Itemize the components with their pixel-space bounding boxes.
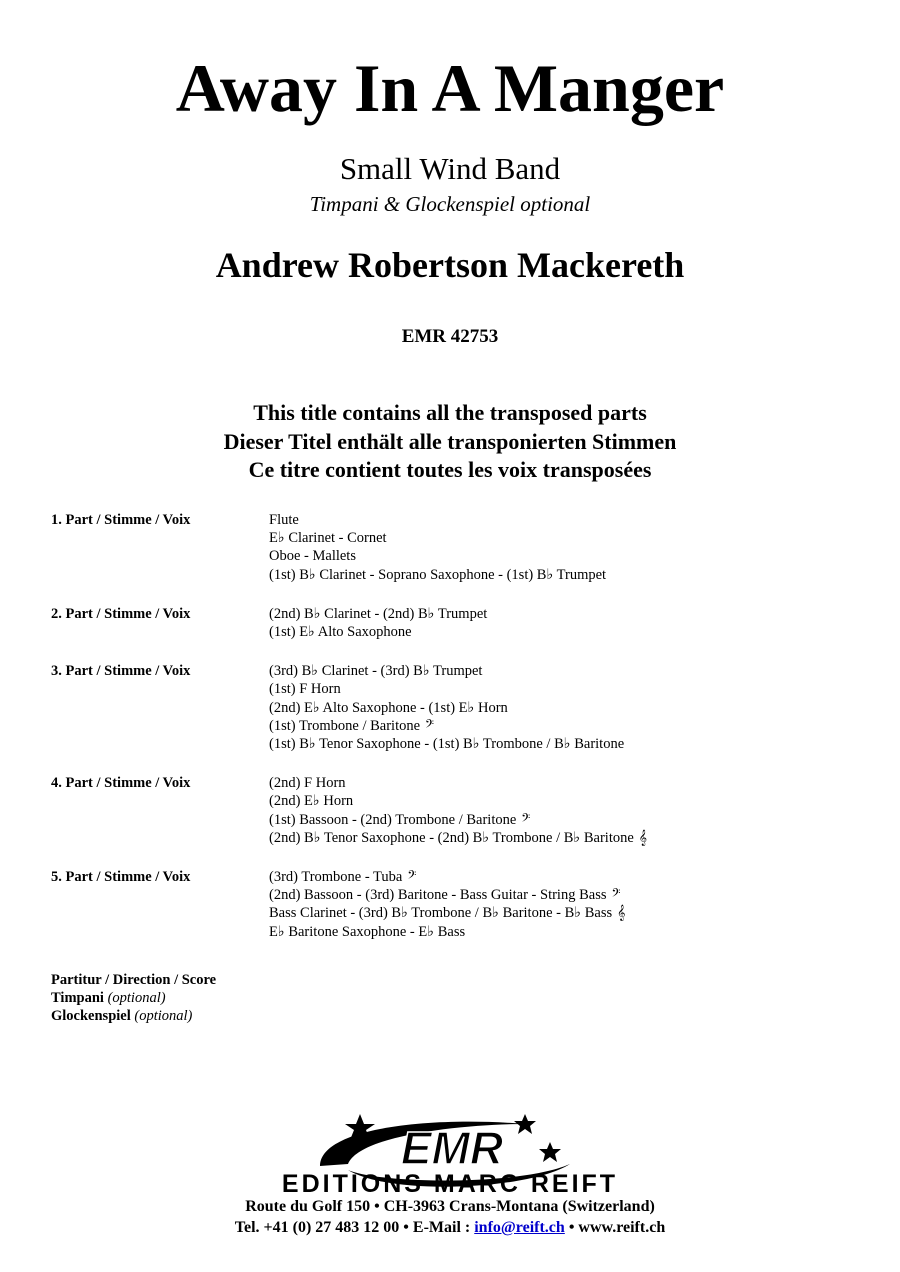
instrument-line xyxy=(269,662,900,680)
extra-part-note: (optional) xyxy=(107,990,166,1007)
instrument-line xyxy=(269,717,900,735)
instrument-text: (1st) E♭ Alto Saxophone xyxy=(269,624,412,641)
instrument-text: (2nd) E♭ Alto Saxophone - (1st) E♭ Horn xyxy=(269,699,508,716)
part-group-5 xyxy=(0,868,900,941)
instrument-line xyxy=(269,547,900,565)
instrument-text: (1st) F Horn xyxy=(269,681,341,698)
instrument-line xyxy=(269,792,900,810)
instrument-line xyxy=(269,511,900,529)
extra-part-glockenspiel xyxy=(51,1007,216,1025)
notice-english: This title contains all the transposed parts xyxy=(253,400,647,425)
page-title: Away In A Manger xyxy=(175,50,725,126)
catalog-code: EMR 42753 xyxy=(401,326,499,347)
extra-part-note: (optional) xyxy=(134,1008,193,1025)
ensemble-subtitle: Small Wind Band xyxy=(339,151,561,186)
instrument-text: (1st) Bassoon - (2nd) Trombone / Baritone xyxy=(269,811,517,828)
bass-clef-icon: 𝄢 xyxy=(611,887,621,904)
instrument-text: (3rd) B♭ Clarinet - (3rd) B♭ Trumpet xyxy=(269,663,483,680)
star-icon xyxy=(539,1142,561,1162)
part-instrument-list xyxy=(269,511,900,584)
logo-lettering: EMR xyxy=(400,1122,504,1174)
extra-part-score xyxy=(51,971,216,989)
contact-website: • www.reift.ch xyxy=(564,1219,666,1236)
bass-clef-icon: 𝄢 xyxy=(425,717,435,734)
transposition-notice xyxy=(0,399,900,485)
instrument-line xyxy=(269,529,900,547)
publisher-address: Route du Golf 150 • CH-3963 Crans-Montana (Switzerland) xyxy=(245,1198,655,1215)
instrument-text: Bass Clarinet - (3rd) B♭ Trombone / B♭ Baritone - B♭ Bass xyxy=(269,905,613,922)
instrument-line xyxy=(269,680,900,698)
instrument-line xyxy=(269,904,900,922)
notice-french: Ce titre contient toutes les voix transposées xyxy=(248,457,652,482)
bass-clef-icon: 𝄢 xyxy=(407,869,417,886)
part-group-4 xyxy=(0,774,900,847)
instrument-text: (2nd) B♭ Tenor Saxophone - (2nd) B♭ Trombone / B♭ Baritone xyxy=(269,829,634,846)
instrument-line xyxy=(269,829,900,847)
instrument-line xyxy=(269,605,900,623)
instrument-text: (2nd) Bassoon - (3rd) Baritone - Bass Guitar - String Bass xyxy=(269,887,607,904)
part-group-3 xyxy=(0,662,900,753)
contact-phone: Tel. +41 (0) 27 483 12 00 • E-Mail : xyxy=(234,1219,475,1236)
extra-part-label: Glockenspiel xyxy=(51,1008,131,1025)
instrumentation-note: Timpani & Glockenspiel optional xyxy=(309,192,591,216)
extra-parts xyxy=(51,971,216,1026)
part-group-2 xyxy=(0,605,900,641)
part-label: 5. Part / Stimme / Voix xyxy=(51,869,191,886)
instrument-text: E♭ Clarinet - Cornet xyxy=(269,530,387,547)
part-instrument-list xyxy=(269,774,900,847)
parts-list xyxy=(0,511,900,941)
instrument-line xyxy=(269,868,900,886)
instrument-text: (1st) B♭ Tenor Saxophone - (1st) B♭ Trombone / B♭ Baritone xyxy=(269,736,625,753)
instrument-text: Flute xyxy=(269,512,299,528)
instrument-text: (2nd) B♭ Clarinet - (2nd) B♭ Trumpet xyxy=(269,605,488,622)
composer-name: Andrew Robertson Mackereth xyxy=(215,245,685,285)
instrument-text: (1st) B♭ Clarinet - Soprano Saxophone - (1st) B♭ Trumpet xyxy=(269,566,607,583)
bass-clef-icon: 𝄢 xyxy=(521,811,531,828)
treble-clef-icon: 𝄞 xyxy=(617,905,626,922)
extra-part-label: Partitur / Direction / Score xyxy=(51,972,217,988)
instrument-text: E♭ Baritone Saxophone - E♭ Bass xyxy=(269,923,466,940)
email-link[interactable]: info@reift.ch xyxy=(474,1219,565,1236)
instrument-line xyxy=(269,735,900,753)
instrument-text: Oboe - Mallets xyxy=(269,548,356,565)
treble-clef-icon: 𝄞 xyxy=(638,829,648,846)
instrument-text: (2nd) F Horn xyxy=(269,775,346,792)
publisher-contact xyxy=(0,1217,900,1239)
part-group-1 xyxy=(0,511,900,584)
instrument-line xyxy=(269,566,900,584)
extra-part-timpani xyxy=(51,989,216,1007)
part-label: 2. Part / Stimme / Voix xyxy=(51,605,191,622)
publisher-name: EDITIONS MARC REIFT xyxy=(281,1170,619,1198)
instrument-line xyxy=(269,774,900,792)
instrument-line xyxy=(269,923,900,941)
part-instrument-list xyxy=(269,662,900,753)
instrument-line xyxy=(269,623,900,641)
part-label: 4. Part / Stimme / Voix xyxy=(51,775,191,792)
instrument-line xyxy=(269,886,900,904)
part-instrument-list xyxy=(269,868,900,941)
extra-part-label: Timpani xyxy=(51,990,104,1007)
part-instrument-list xyxy=(269,605,900,641)
instrument-line xyxy=(269,699,900,717)
part-label: 1. Part / Stimme / Voix xyxy=(51,512,191,528)
instrument-text: (1st) Trombone / Baritone xyxy=(269,717,421,734)
part-label: 3. Part / Stimme / Voix xyxy=(51,663,191,680)
notice-german: Dieser Titel enthält alle transponierten Stimmen xyxy=(223,428,677,454)
instrument-line xyxy=(269,811,900,829)
instrument-text: (3rd) Trombone - Tuba xyxy=(269,869,403,886)
instrument-text: (2nd) E♭ Horn xyxy=(269,793,354,810)
